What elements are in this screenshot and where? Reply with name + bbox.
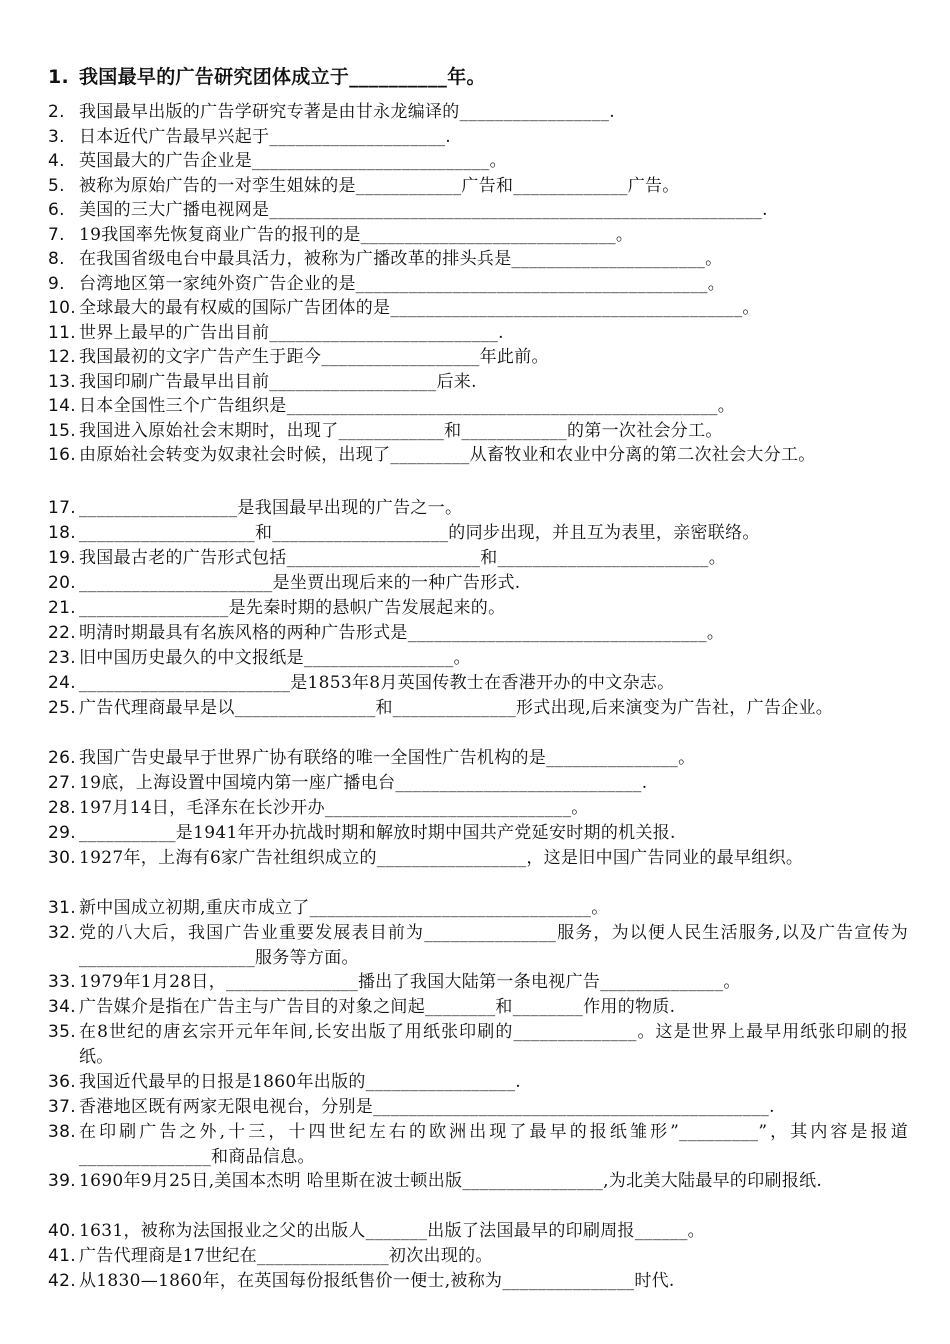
- question-3: [48, 125, 908, 150]
- question-number: 8.: [48, 249, 65, 269]
- question-text: 在印刷广告之外,十三，十四世纪左右的欧洲出现了最早的报纸雏形”_________”，其内容是报道_______________和商品信息。: [79, 1122, 908, 1167]
- question-7: [48, 223, 908, 248]
- question-text: 1690年9月25日,美国本杰明 哈里斯在波士顿出版________________,为北美大陆最早的印刷报纸.: [79, 1171, 823, 1191]
- question-text: 美国的三大广播电视网是________________________________________________________.: [79, 200, 768, 220]
- question-text: 197月14日，毛泽东在长沙开办____________________________。: [79, 798, 589, 818]
- question-text: ________________________是1853年8月英国传教士在香港开办的中文杂志。: [79, 673, 675, 693]
- question-text: 世界上最早的广告出目前__________________________.: [79, 322, 504, 343]
- question-number: 29.: [48, 823, 76, 843]
- question-18: [48, 521, 908, 546]
- question-number: 32.: [48, 923, 76, 943]
- question-26: [48, 746, 908, 771]
- question-number: 6.: [48, 200, 65, 220]
- question-number: 39.: [48, 1171, 76, 1191]
- question-number: 33.: [48, 972, 76, 992]
- question-number: 34.: [48, 997, 76, 1017]
- question-text: 党的八大后，我国广告业重要发展表目前为_______________服务，为以便人民生活服务,以及广告宣传为____________________服务等方面。: [79, 923, 908, 968]
- question-text: 香港地区既有两家无限电视台，分别是_____________________________________________.: [79, 1097, 775, 1117]
- question-36: [48, 1070, 908, 1095]
- question-2: [48, 100, 908, 125]
- question-text: 广告代理商是17世纪在_______________初次出现的。: [79, 1246, 493, 1266]
- question-23: [48, 646, 908, 671]
- question-text: 广告代理商最早是以________________和______________形式出现,后来演变为广告社，广告企业。: [79, 698, 834, 718]
- question-text: 在8世纪的唐玄宗开元年年间,长安出版了用纸张印刷的______________。这是世界上最早用纸张印刷的报纸。: [79, 1022, 908, 1067]
- question-37: [48, 1095, 908, 1120]
- question-text: 被称为原始广告的一对孪生姐妹的是____________广告和_____________广告。: [79, 175, 680, 196]
- question-text: 我国广告史最早于世界广协有联络的唯一全国性广告机构的是_______________。: [79, 748, 696, 768]
- question-number: 2.: [48, 102, 65, 122]
- question-text: 新中国成立初期,重庆市成立了________________________________。: [79, 898, 609, 918]
- question-number: 41.: [48, 1246, 76, 1266]
- question-number: 37.: [48, 1097, 76, 1117]
- question-number: 9.: [48, 273, 65, 294]
- question-number: 27.: [48, 773, 76, 793]
- question-text: 我国印刷广告最早出目前___________________后来.: [79, 371, 477, 392]
- question-27: [48, 771, 908, 796]
- question-text: 旧中国历史最久的中文报纸是_________________。: [79, 648, 471, 668]
- question-39: [48, 1169, 908, 1194]
- question-17: [48, 496, 908, 521]
- question-number: 4.: [48, 151, 65, 171]
- question-31: [48, 896, 908, 921]
- question-8: [48, 247, 908, 272]
- question-15: [48, 419, 908, 444]
- question-number: 1.: [48, 66, 70, 88]
- question-text: 我国近代最早的日报是1860年出版的_________________.: [79, 1072, 521, 1092]
- question-number: 10.: [48, 298, 76, 318]
- question-text: ____________________和____________________的同步出现，并且互为表里，亲密联络。: [79, 523, 760, 543]
- question-11: [48, 321, 908, 346]
- question-number: 42.: [48, 1271, 76, 1291]
- question-number: 36.: [48, 1072, 76, 1092]
- question-number: 23.: [48, 648, 76, 668]
- question-text: 全球最大的最有权威的国际广告团体的是________________________________________。: [79, 298, 760, 318]
- question-16: [48, 443, 908, 468]
- question-21: [48, 596, 908, 621]
- question-number: 24.: [48, 673, 76, 693]
- question-number: 21.: [48, 598, 76, 618]
- question-number: 3.: [48, 126, 65, 147]
- question-5: [48, 174, 908, 199]
- question-40: [48, 1219, 908, 1244]
- question-text: 广告媒介是指在广告主与广告目的对象之间起________和________作用的物质.: [79, 997, 676, 1017]
- question-22: [48, 621, 908, 646]
- question-13: [48, 370, 908, 395]
- question-33: [48, 970, 908, 995]
- question-number: 11.: [48, 322, 76, 343]
- question-30: [48, 846, 908, 871]
- question-14: [48, 394, 908, 419]
- question-32: [48, 921, 908, 970]
- question-24: [48, 671, 908, 696]
- question-number: 25.: [48, 698, 76, 718]
- question-text: 我国最古老的广告形式包括______________________和________________________。: [79, 548, 726, 568]
- question-text: 英国最大的广告企业是___________________________。: [79, 151, 507, 171]
- question-text: 我国进入原始社会末期时，出现了____________和____________的第一次社会分工。: [79, 420, 723, 441]
- question-4: [48, 149, 908, 174]
- question-text: 19我国率先恢复商业广告的报刊的是_____________________________。: [79, 224, 634, 245]
- question-19: [48, 546, 908, 571]
- question-text: __________________是我国最早出现的广告之一。: [79, 498, 463, 518]
- question-number: 15.: [48, 420, 76, 441]
- question-text: 1631，被称为法国报业之父的出版人_______出版了法国最早的印刷周报______。: [79, 1221, 705, 1241]
- question-12: [48, 345, 908, 370]
- question-number: 20.: [48, 573, 76, 593]
- question-10: [48, 296, 908, 321]
- question-number: 7.: [48, 224, 65, 245]
- question-34: [48, 995, 908, 1020]
- question-number: 30.: [48, 848, 76, 868]
- question-text: 我国最初的文字广告产生于距今__________________年此前。: [79, 347, 549, 367]
- question-text: 台湾地区第一家纯外资广告企业的是________________________________________。: [79, 273, 726, 294]
- question-35: [48, 1020, 908, 1069]
- question-number: 40.: [48, 1221, 76, 1241]
- question-text: 我国最早的广告研究团体成立于__________年。: [79, 66, 486, 88]
- question-text: ___________是1941年开办抗战时期和解放时期中国共产党延安时期的机关报.: [79, 823, 676, 843]
- question-text: 由原始社会转变为奴隶社会时候，出现了_________从畜牧业和农业中分离的第二次社会大分工。: [79, 445, 816, 465]
- question-number: 38.: [48, 1122, 76, 1142]
- question-text: ______________________是坐贾出现后来的一种广告形式.: [79, 573, 521, 593]
- question-text: 明清时期最具有名族风格的两种广告形式是__________________________________。: [79, 623, 725, 643]
- question-6: [48, 198, 908, 223]
- question-text: 从1830—1860年，在英国每份报纸售价一便士,被称为_______________时代.: [79, 1271, 675, 1291]
- question-text: 日本近代广告最早兴起于____________________.: [79, 126, 452, 147]
- question-number: 35.: [48, 1022, 76, 1042]
- question-text: 我国最早出版的广告学研究专著是由甘永龙编译的_________________.: [79, 102, 615, 122]
- question-25: [48, 696, 908, 721]
- question-text: 1927年，上海有6家广告社组织成立的_________________，这是旧中国广告同业的最早组织。: [79, 848, 804, 868]
- question-9: [48, 272, 908, 297]
- question-text: 在我国省级电台中最具活力，被称为广播改革的排头兵是______________________。: [79, 249, 723, 269]
- question-number: 22.: [48, 623, 76, 643]
- question-text: 1979年1月28日，_______________播出了我国大陆第一条电视广告______________。: [79, 972, 741, 992]
- question-28: [48, 796, 908, 821]
- question-number: 17.: [48, 498, 76, 518]
- question-number: 26.: [48, 748, 76, 768]
- question-number: 31.: [48, 898, 76, 918]
- question-42: [48, 1269, 908, 1294]
- question-38: [48, 1120, 908, 1169]
- question-29: [48, 821, 908, 846]
- question-number: 12.: [48, 347, 76, 367]
- question-number: 19.: [48, 548, 76, 568]
- question-number: 16.: [48, 445, 76, 465]
- question-41: [48, 1244, 908, 1269]
- question-number: 14.: [48, 396, 76, 416]
- question-text: 日本全国性三个广告组织是_________________________________________________。: [79, 396, 736, 416]
- question-20: [48, 571, 908, 596]
- question-number: 5.: [48, 175, 65, 196]
- question-text: _________________是先秦时期的悬帜广告发展起来的。: [79, 598, 506, 618]
- question-1: [48, 65, 908, 90]
- question-number: 18.: [48, 523, 76, 543]
- question-text: 19底，上海设置中国境内第一座广播电台____________________________.: [79, 773, 648, 793]
- question-number: 28.: [48, 798, 76, 818]
- question-number: 13.: [48, 371, 76, 392]
